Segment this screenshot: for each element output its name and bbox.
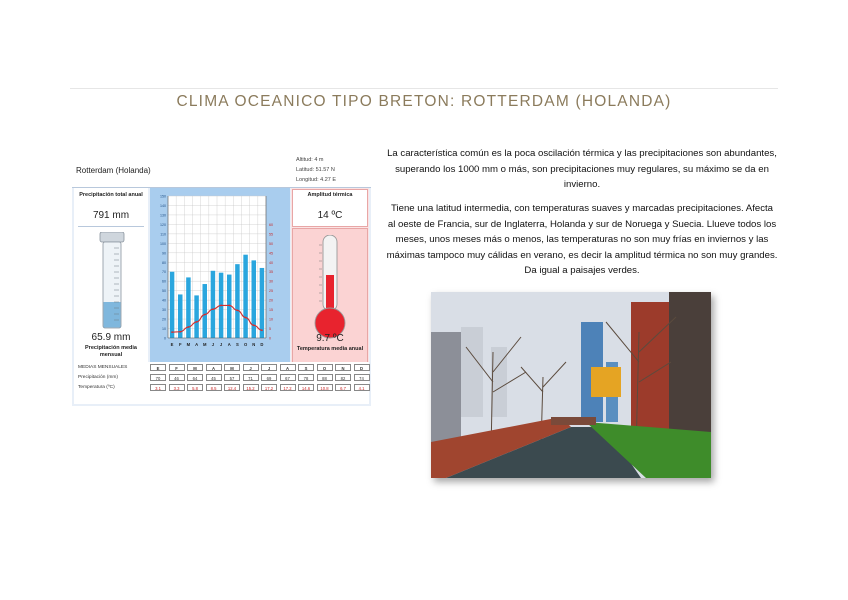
precipitation-cell: 46 bbox=[169, 374, 185, 381]
temperature-point bbox=[220, 305, 222, 307]
y-tick-label-left: 100 bbox=[160, 241, 166, 246]
temperature-cell: 8.5 bbox=[206, 384, 222, 391]
coordinates bbox=[296, 155, 336, 185]
month-label: N bbox=[252, 342, 256, 347]
table-row bbox=[74, 374, 369, 383]
y-tick-label-right: 15 bbox=[269, 308, 273, 313]
precipitation-cell: 45 bbox=[206, 374, 222, 381]
precipitation-cell: 57 bbox=[224, 374, 240, 381]
monthly-table bbox=[74, 362, 369, 404]
temperature-point bbox=[245, 317, 247, 319]
y-tick-label-left: 140 bbox=[160, 203, 166, 208]
month-cell: F bbox=[169, 364, 185, 371]
temperature-cell: 14.6 bbox=[298, 384, 314, 391]
temperature-cell: 17.2 bbox=[280, 384, 296, 391]
precipitation-cell: 70 bbox=[150, 374, 166, 381]
precipitation-cell: 74 bbox=[354, 374, 370, 381]
month-label: M bbox=[203, 342, 207, 347]
amplitude-box bbox=[292, 189, 368, 227]
amplitude-value: 14 ºC bbox=[317, 210, 343, 221]
temp-mean-label: Temperatura media anual bbox=[296, 346, 364, 352]
temperature-point bbox=[188, 326, 190, 328]
precipitation-cell: 78 bbox=[298, 374, 314, 381]
y-tick-label-right: 5 bbox=[269, 327, 271, 332]
y-tick-label-left: 110 bbox=[160, 232, 166, 237]
precipitation-bar bbox=[235, 264, 239, 338]
month-label: E bbox=[170, 342, 174, 347]
precip-total-value: 791 mm bbox=[92, 210, 130, 221]
y-tick-label-left: 30 bbox=[162, 308, 166, 313]
month-label: A bbox=[195, 342, 199, 347]
y-tick-label-right: 10 bbox=[269, 317, 273, 322]
month-cell: M bbox=[224, 364, 240, 371]
intro-paragraph: La característica común es la poca oscilación térmica y las precipitaciones son abundantes, superando los 1000 mm o más, son precipitaciones muy regulares, su máximo se da en invierno. bbox=[387, 148, 777, 191]
y-tick-label-left: 10 bbox=[162, 327, 166, 332]
temperature-point bbox=[253, 324, 255, 326]
temperature-point bbox=[261, 329, 263, 331]
temperature-cell: 3.1 bbox=[150, 384, 166, 391]
y-tick-label-right: 30 bbox=[269, 279, 273, 284]
month-label: S bbox=[236, 342, 239, 347]
y-tick-label-left: 150 bbox=[160, 194, 166, 199]
precipitation-bar bbox=[252, 260, 256, 338]
description-paragraph: Tiene una latitud intermedia, con temperaturas suaves y marcadas precipitaciones. Afecta al oeste de Francia, sur de Inglaterra, Holanda y sur de Noruega y Suecia. Llueve todos los meses, unos meses más o menos, las temperaturas no son muy frías en inviernos y las máximas tampoco muy cálidas en verano, es decir la amplitud térmica no son muy grandes. Da igual a paisajes verdes. bbox=[386, 203, 778, 277]
month-cell: A bbox=[280, 364, 296, 371]
month-cell: A bbox=[206, 364, 222, 371]
divider bbox=[78, 226, 144, 227]
month-cell: O bbox=[317, 364, 333, 371]
row-label: Precipitación (mm) bbox=[78, 375, 118, 380]
y-tick-label-left: 70 bbox=[162, 270, 166, 275]
precipitation-bar bbox=[211, 271, 215, 338]
month-label: O bbox=[243, 342, 248, 347]
y-tick-label-right: 20 bbox=[269, 298, 273, 303]
precipitation-bar bbox=[186, 277, 190, 338]
y-tick-label-left: 40 bbox=[162, 298, 166, 303]
rain-gauge-icon bbox=[97, 232, 127, 330]
precipitation-cell: 71 bbox=[243, 374, 259, 381]
header-divider bbox=[70, 88, 778, 89]
month-label: M bbox=[186, 342, 191, 347]
climate-chart-panel bbox=[72, 152, 371, 406]
y-tick-label-left: 130 bbox=[160, 213, 166, 218]
y-tick-label-right: 45 bbox=[269, 251, 273, 256]
thermometer-icon bbox=[313, 235, 347, 341]
row-label: Temperatura (ºC) bbox=[78, 385, 115, 390]
month-cell: N bbox=[335, 364, 351, 371]
month-label: F bbox=[178, 342, 182, 347]
temperature-cell: 12.4 bbox=[224, 384, 240, 391]
latitude-text: Latitud: 51.57 N bbox=[296, 167, 335, 173]
rotterdam-photo bbox=[431, 292, 711, 478]
table-row bbox=[74, 384, 369, 393]
month-cell: M bbox=[187, 364, 203, 371]
precipitation-cell: 82 bbox=[335, 374, 351, 381]
city-name: Rotterdam (Holanda) bbox=[76, 166, 151, 175]
temperature-point bbox=[179, 331, 181, 333]
y-tick-label-left: 60 bbox=[162, 279, 166, 284]
month-cell: J bbox=[261, 364, 277, 371]
temperature-point bbox=[171, 331, 173, 333]
temperature-cell: 10.8 bbox=[317, 384, 333, 391]
y-tick-label-right: 50 bbox=[269, 241, 273, 246]
precipitation-bar bbox=[260, 268, 264, 338]
month-cell: J bbox=[243, 364, 259, 371]
month-label: D bbox=[260, 342, 264, 347]
precipitation-bar bbox=[194, 295, 198, 338]
month-label: J bbox=[219, 342, 223, 347]
precipitation-cell: 69 bbox=[261, 374, 277, 381]
month-cell: S bbox=[298, 364, 314, 371]
precipitation-bar bbox=[243, 255, 247, 338]
precip-total-label: Precipitación total anual bbox=[79, 192, 143, 198]
row-label: MEDIAS MENSUALES bbox=[78, 365, 128, 370]
altitude-text: Altitud: 4 m bbox=[296, 157, 324, 163]
y-tick-label-left: 90 bbox=[162, 251, 166, 256]
y-tick-label-right: 40 bbox=[269, 260, 273, 265]
temperature-cell: 5.8 bbox=[187, 384, 203, 391]
temperature-cell: 17.2 bbox=[261, 384, 277, 391]
precipitation-bar bbox=[203, 284, 207, 338]
month-cell: D bbox=[354, 364, 370, 371]
precipitation-cell: 64 bbox=[187, 374, 203, 381]
temperature-point bbox=[237, 309, 239, 311]
y-tick-label-right: 35 bbox=[269, 270, 273, 275]
y-tick-label-left: 50 bbox=[162, 289, 166, 294]
climograph bbox=[150, 188, 290, 360]
temperature-cell: 6.7 bbox=[335, 384, 351, 391]
temperature-point bbox=[204, 314, 206, 316]
y-tick-label-right: 55 bbox=[269, 232, 273, 237]
temperature-cell: 3.3 bbox=[169, 384, 185, 391]
temperature-cell: 4.1 bbox=[354, 384, 370, 391]
page-title: CLIMA OCEANICO TIPO BRETON: ROTTERDAM (HOLANDA) bbox=[176, 93, 672, 110]
amplitude-label: Amplitud térmica bbox=[307, 192, 353, 198]
month-label: A bbox=[227, 342, 231, 347]
station-header bbox=[72, 152, 371, 188]
y-tick-label-left: 0 bbox=[164, 336, 166, 341]
longitude-text: Longitud: 4.27 E bbox=[296, 177, 337, 183]
table-row bbox=[74, 364, 369, 373]
month-cell: E bbox=[150, 364, 166, 371]
precipitation-bar bbox=[170, 272, 174, 338]
precip-mean-value: 65.9 mm bbox=[91, 332, 131, 343]
y-tick-label-left: 80 bbox=[162, 260, 166, 265]
y-tick-label-left: 120 bbox=[160, 222, 166, 227]
month-label: J bbox=[211, 342, 215, 347]
temperature-point bbox=[196, 321, 198, 323]
y-tick-label-left: 20 bbox=[162, 317, 166, 322]
precipitation-cell: 88 bbox=[317, 374, 333, 381]
temp-mean-value: 9.7 ºC bbox=[316, 333, 344, 344]
temperature-point bbox=[228, 305, 230, 307]
y-tick-label-right: 25 bbox=[269, 289, 273, 294]
temperature-cell: 15.2 bbox=[243, 384, 259, 391]
y-tick-label-right: 0 bbox=[269, 336, 271, 341]
temperature-point bbox=[212, 308, 214, 310]
precip-mean-label: Precipitación media mensual bbox=[85, 345, 137, 358]
precipitation-cell: 67 bbox=[280, 374, 296, 381]
y-tick-label-right: 60 bbox=[269, 222, 273, 227]
